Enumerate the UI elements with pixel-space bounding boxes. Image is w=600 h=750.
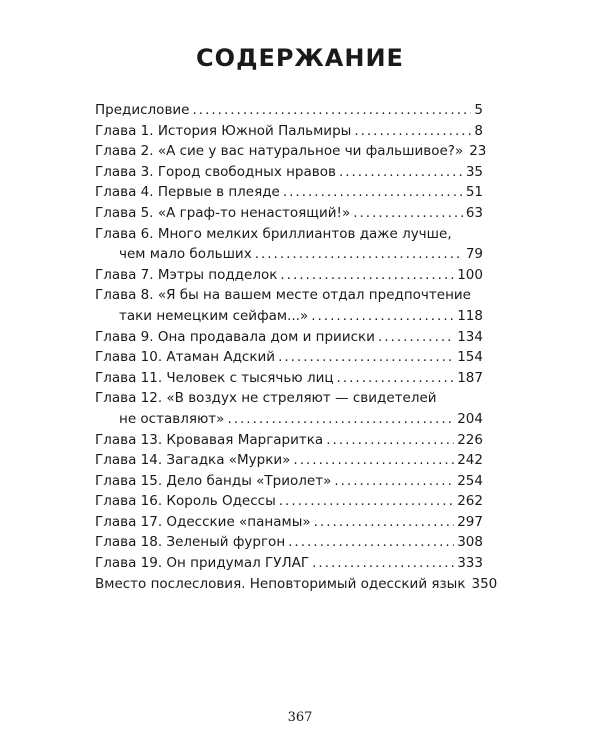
- toc-entry-title: Глава 1. История Южной Пальмиры: [95, 122, 352, 139]
- dot-leader: [314, 512, 455, 533]
- toc-entry: [95, 121, 483, 142]
- toc-entry: [95, 327, 483, 348]
- dot-leader: [288, 532, 454, 553]
- toc-entry-title: Глава 16. Король Одессы: [95, 493, 276, 510]
- toc-entry-line: [95, 368, 483, 389]
- dot-leader: [279, 491, 454, 512]
- toc-entry-line: [95, 532, 483, 553]
- toc-entry-page: 187: [457, 369, 483, 386]
- toc-entry: [95, 574, 498, 595]
- toc-entry: [95, 450, 483, 471]
- toc-entry-line: [95, 182, 483, 203]
- toc-entry: [95, 182, 483, 203]
- toc-entry-line: [95, 141, 487, 162]
- toc-entry-title: Глава 9. Она продавала дом и прииски: [95, 328, 375, 345]
- toc-entry-line: [95, 471, 483, 492]
- dot-leader: [337, 368, 455, 389]
- toc-entry-line: [95, 265, 483, 286]
- dot-leader: [339, 162, 463, 183]
- table-of-contents: [95, 100, 498, 594]
- toc-entry-title: Предисловие: [95, 102, 190, 118]
- toc-entry: [95, 141, 487, 162]
- toc-entry-page: 51: [465, 184, 483, 201]
- dot-leader: [293, 450, 454, 471]
- toc-entry: [95, 285, 483, 326]
- dot-leader: [334, 471, 454, 492]
- toc-entry-line: [95, 450, 483, 471]
- toc-entry-line: [95, 306, 483, 327]
- dot-leader: [192, 100, 471, 121]
- toc-entry-line: [95, 244, 483, 265]
- toc-entry-page: 308: [457, 534, 483, 551]
- toc-entry-title: Глава 13. Кровавая Маргаритка: [95, 431, 324, 448]
- toc-entry-page: 118: [457, 307, 483, 324]
- toc-entry-page: 226: [457, 431, 483, 448]
- toc-entry-title: Глава 5. «А граф-то ненастоящий!»: [95, 204, 351, 221]
- toc-entry-line: [95, 162, 483, 183]
- toc-entry-title: Глава 11. Человек с тысячью лиц: [95, 369, 334, 386]
- dot-leader: [354, 121, 471, 142]
- dot-leader: [312, 553, 454, 574]
- toc-entry: [95, 162, 483, 183]
- toc-entry-title: Глава 7. Мэтры подделок: [95, 266, 278, 283]
- dot-leader: [283, 182, 463, 203]
- toc-entry-title: Глава 8. «Я бы на вашем месте отдал предпочтение: [95, 287, 471, 304]
- toc-entry: [95, 471, 483, 492]
- toc-entry-title: Глава 12. «В воздух не стреляют — свидетелей: [95, 390, 437, 407]
- toc-entry-page: 242: [457, 452, 483, 469]
- toc-entry-title: Глава 2. «А сие у вас натуральное чи фальшивое?»: [95, 143, 464, 160]
- toc-entry-page: 350: [471, 575, 498, 592]
- toc-entry-line: [95, 347, 483, 368]
- toc-entry-page: 63: [465, 204, 483, 221]
- toc-entry: [95, 203, 483, 224]
- toc-entry: [95, 430, 483, 451]
- dot-leader: [255, 244, 463, 265]
- dot-leader: [326, 430, 454, 451]
- toc-entry-line: [95, 430, 483, 451]
- toc-entry-page: 262: [457, 493, 483, 510]
- toc-entry: [95, 265, 483, 286]
- toc-entry-line: [95, 491, 483, 512]
- toc-entry-page: 333: [457, 555, 483, 572]
- toc-entry-page: 8: [474, 122, 483, 139]
- toc-entry-page: 204: [457, 410, 483, 427]
- toc-entry-line: [95, 553, 483, 574]
- dot-leader: [353, 203, 463, 224]
- toc-entry-line: [95, 285, 483, 306]
- toc-entry-page: 5: [474, 102, 483, 118]
- toc-entry: [95, 388, 483, 429]
- toc-entry-title: Глава 15. Дело банды «Триолет»: [95, 472, 332, 489]
- dot-leader: [311, 306, 454, 327]
- toc-entry-title: Глава 19. Он придумал ГУЛАГ: [95, 555, 310, 572]
- toc-entry-line: [95, 327, 483, 348]
- dot-leader: [278, 347, 454, 368]
- toc-entry-line: [95, 203, 483, 224]
- toc-entry: [95, 553, 483, 574]
- toc-entry-page: 254: [457, 472, 483, 489]
- toc-entry-title: не оставляют»: [119, 410, 225, 427]
- toc-entry-page: 23: [469, 143, 487, 160]
- toc-entry: [95, 512, 483, 533]
- dot-leader: [227, 409, 454, 430]
- toc-entry-title: Глава 4. Первые в плеяде: [95, 184, 280, 201]
- toc-entry-line: [95, 388, 483, 409]
- dot-leader: [378, 327, 454, 348]
- toc-entry: [95, 347, 483, 368]
- toc-entry-line: [95, 409, 483, 430]
- toc-entry-page: 154: [457, 349, 483, 366]
- toc-entry: [95, 100, 483, 121]
- toc-entry-title: Вместо послесловия. Неповторимый одесский язык: [95, 575, 466, 592]
- toc-entry-line: [95, 574, 498, 595]
- toc-entry-line: [95, 512, 483, 533]
- toc-entry-page: 297: [457, 513, 483, 530]
- toc-entry: [95, 491, 483, 512]
- toc-entry-page: 35: [465, 163, 483, 180]
- toc-entry-title: Глава 10. Атаман Адский: [95, 349, 276, 366]
- toc-entry: [95, 532, 483, 553]
- toc-entry-line: [95, 121, 483, 142]
- toc-entry-title: Глава 17. Одесские «панамы»: [95, 513, 311, 530]
- toc-entry-page: 100: [457, 266, 483, 283]
- toc-entry-title: Глава 18. Зеленый фургон: [95, 534, 286, 551]
- toc-entry-line: [95, 100, 483, 121]
- page-number: 367: [287, 710, 313, 725]
- toc-entry-title: чем мало больших: [119, 246, 252, 263]
- toc-entry-title: таки немецким сейфам...»: [119, 307, 309, 324]
- toc-entry-title: Глава 14. Загадка «Мурки»: [95, 452, 291, 469]
- toc-entry-page: 79: [465, 246, 483, 263]
- toc-entry-title: Глава 3. Город свободных нравов: [95, 163, 336, 180]
- toc-entry-page: 134: [457, 328, 483, 345]
- page-title: СОДЕРЖАНИЕ: [196, 44, 404, 72]
- toc-entry-line: [95, 224, 483, 245]
- toc-entry-title: Глава 6. Много мелких бриллиантов даже лучше,: [95, 225, 452, 242]
- toc-entry: [95, 224, 483, 265]
- toc-entry: [95, 368, 483, 389]
- dot-leader: [280, 265, 454, 286]
